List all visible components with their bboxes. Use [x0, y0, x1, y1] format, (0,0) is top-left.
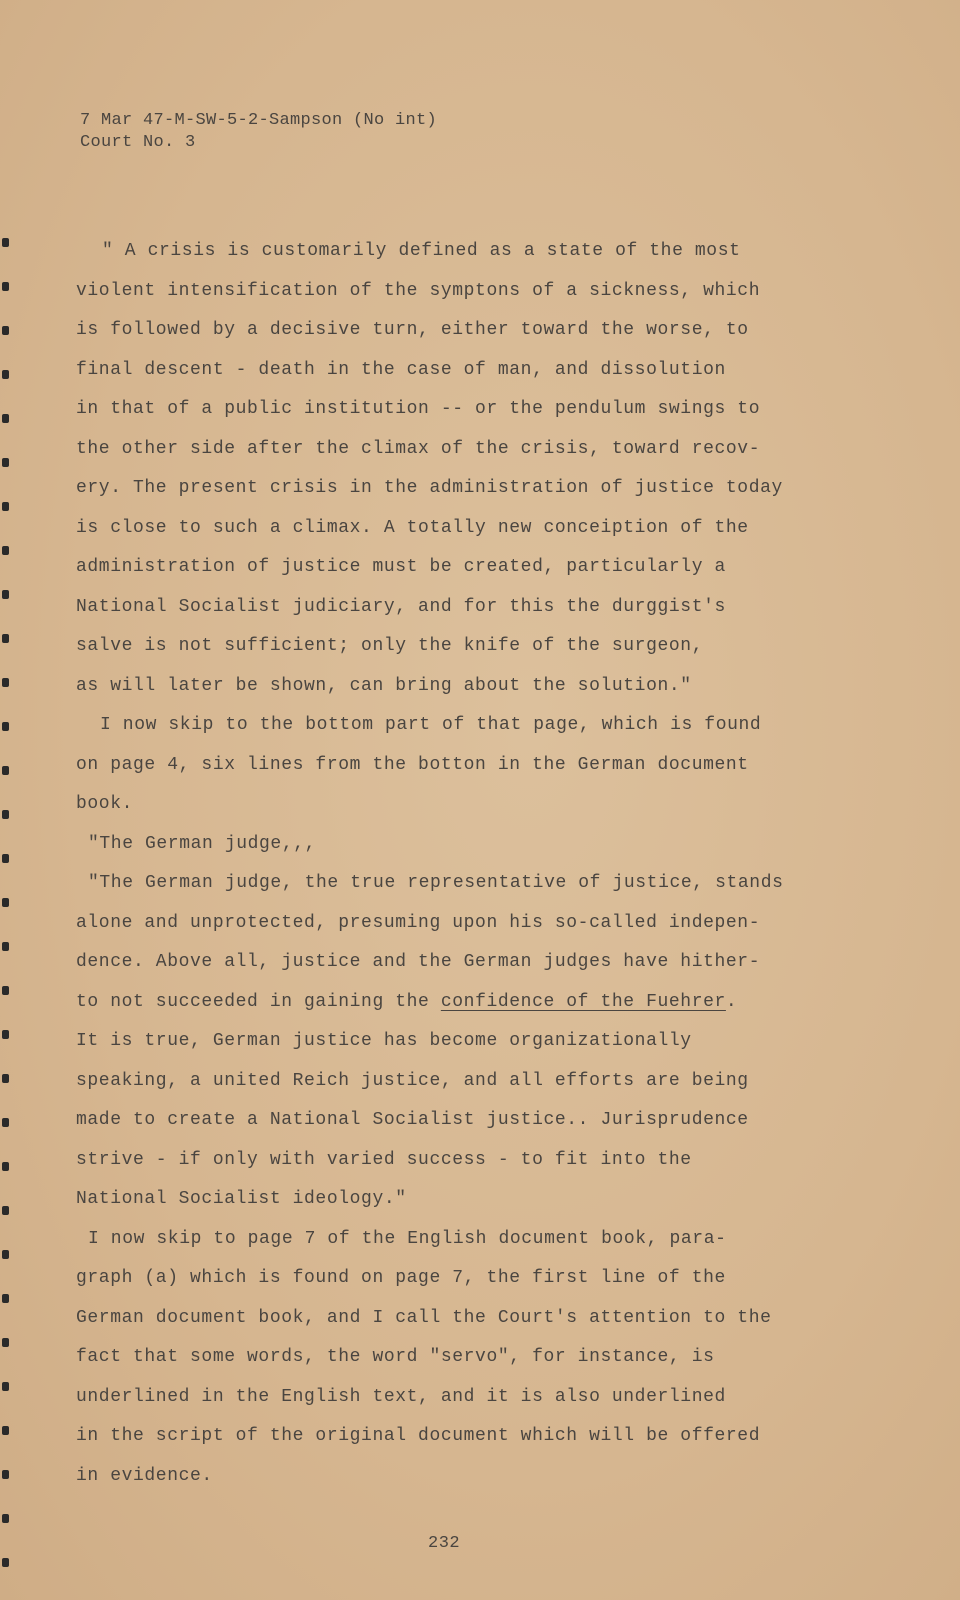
binding-hole — [2, 414, 9, 423]
text-line — [76, 983, 876, 1023]
binding-holes — [0, 0, 14, 1600]
binding-hole — [2, 502, 9, 511]
text-line: in that of a public institution -- or the pendulum swings to — [76, 399, 761, 419]
text-line: dence. Above all, justice and the German judges have hither- — [76, 952, 761, 972]
binding-hole — [2, 1118, 9, 1127]
text-line: " A crisis is customarily defined as a state of the most — [102, 241, 741, 261]
text-line: strive - if only with varied success - to fit into the — [76, 1149, 692, 1170]
text-line: "The German judge,,, — [88, 833, 317, 854]
binding-hole — [2, 898, 9, 907]
text-line: in evidence. — [76, 1465, 213, 1486]
binding-hole — [2, 986, 9, 995]
binding-hole — [2, 1338, 9, 1347]
text-line: as will later be shown, can bring about the solution." — [76, 675, 692, 696]
binding-hole — [2, 678, 9, 687]
binding-hole — [2, 370, 9, 379]
text-line: underlined in the English text, and it is also underlined — [76, 1386, 726, 1407]
text-line: is followed by a decisive turn, either toward the worse, to — [76, 320, 749, 340]
binding-hole — [2, 1514, 9, 1523]
binding-hole — [2, 1206, 9, 1215]
text-line: violent intensification of the symptons of a sickness, which — [76, 280, 761, 301]
page-number: 232 — [428, 1534, 461, 1553]
text-line: It is true, German justice has become organizationally — [76, 1031, 692, 1051]
text-segment: to not succeeded in gaining the — [76, 991, 441, 1012]
binding-hole — [2, 1470, 9, 1479]
text-line: in the script of the original document which will be offered — [76, 1426, 761, 1446]
header-case-line: 7 Mar 47-M-SW-5-2-Sampson (No int) — [80, 111, 438, 130]
binding-hole — [2, 722, 9, 731]
text-line: fact that some words, the word "servo", for instance, is — [76, 1347, 715, 1367]
header-court-line: Court No. 3 — [80, 133, 196, 152]
text-segment: . — [725, 991, 738, 1012]
binding-hole — [2, 1030, 9, 1039]
binding-hole — [2, 1382, 9, 1391]
text-line: the other side after the climax of the crisis, toward recov- — [76, 438, 761, 459]
text-line: salve is not sufficient; only the knife of the surgeon, — [76, 636, 704, 656]
binding-hole — [2, 854, 9, 863]
binding-hole — [2, 1294, 9, 1303]
transcript-body — [76, 232, 876, 1496]
binding-hole — [2, 1426, 9, 1435]
text-line: is close to such a climax. A totally new conceiption of the — [76, 517, 749, 538]
underlined-phrase: confidence of the Fuehrer — [440, 991, 726, 1012]
binding-hole — [2, 238, 9, 247]
binding-hole — [2, 590, 9, 599]
text-line: I now skip to the bottom part of that page, which is found — [100, 715, 762, 735]
text-line: made to create a National Socialist justice.. Jurisprudence — [76, 1110, 749, 1130]
text-line: I now skip to page 7 of the English document book, para- — [88, 1228, 727, 1249]
text-line: speaking, a united Reich justice, and all efforts are being — [76, 1070, 749, 1091]
text-line: ery. The present crisis in the administration of justice today — [76, 478, 783, 498]
binding-hole — [2, 458, 9, 467]
binding-hole — [2, 1074, 9, 1083]
text-line: graph (a) which is found on page 7, the first line of the — [76, 1268, 726, 1288]
text-line: book. — [76, 794, 134, 814]
text-line: National Socialist judiciary, and for this the durggist's — [76, 596, 726, 617]
text-line: alone and unprotected, presuming upon his so-called indepen- — [76, 912, 761, 933]
binding-hole — [2, 282, 9, 291]
binding-hole — [2, 634, 9, 643]
binding-hole — [2, 546, 9, 555]
binding-hole — [2, 1558, 9, 1567]
text-line: National Socialist ideology." — [76, 1189, 407, 1209]
binding-hole — [2, 326, 9, 335]
binding-hole — [2, 766, 9, 775]
binding-hole — [2, 1250, 9, 1259]
binding-hole — [2, 810, 9, 819]
binding-hole — [2, 1162, 9, 1171]
document-header — [80, 110, 437, 154]
text-line: German document book, and I call the Court's attention to the — [76, 1307, 772, 1328]
text-line: "The German judge, the true representative of justice, stands — [88, 873, 784, 893]
binding-hole — [2, 942, 9, 951]
text-line: final descent - death in the case of man, and dissolution — [76, 359, 726, 380]
text-line: administration of justice must be created, particularly a — [76, 557, 726, 577]
text-line: on page 4, six lines from the botton in the German document — [76, 754, 749, 775]
